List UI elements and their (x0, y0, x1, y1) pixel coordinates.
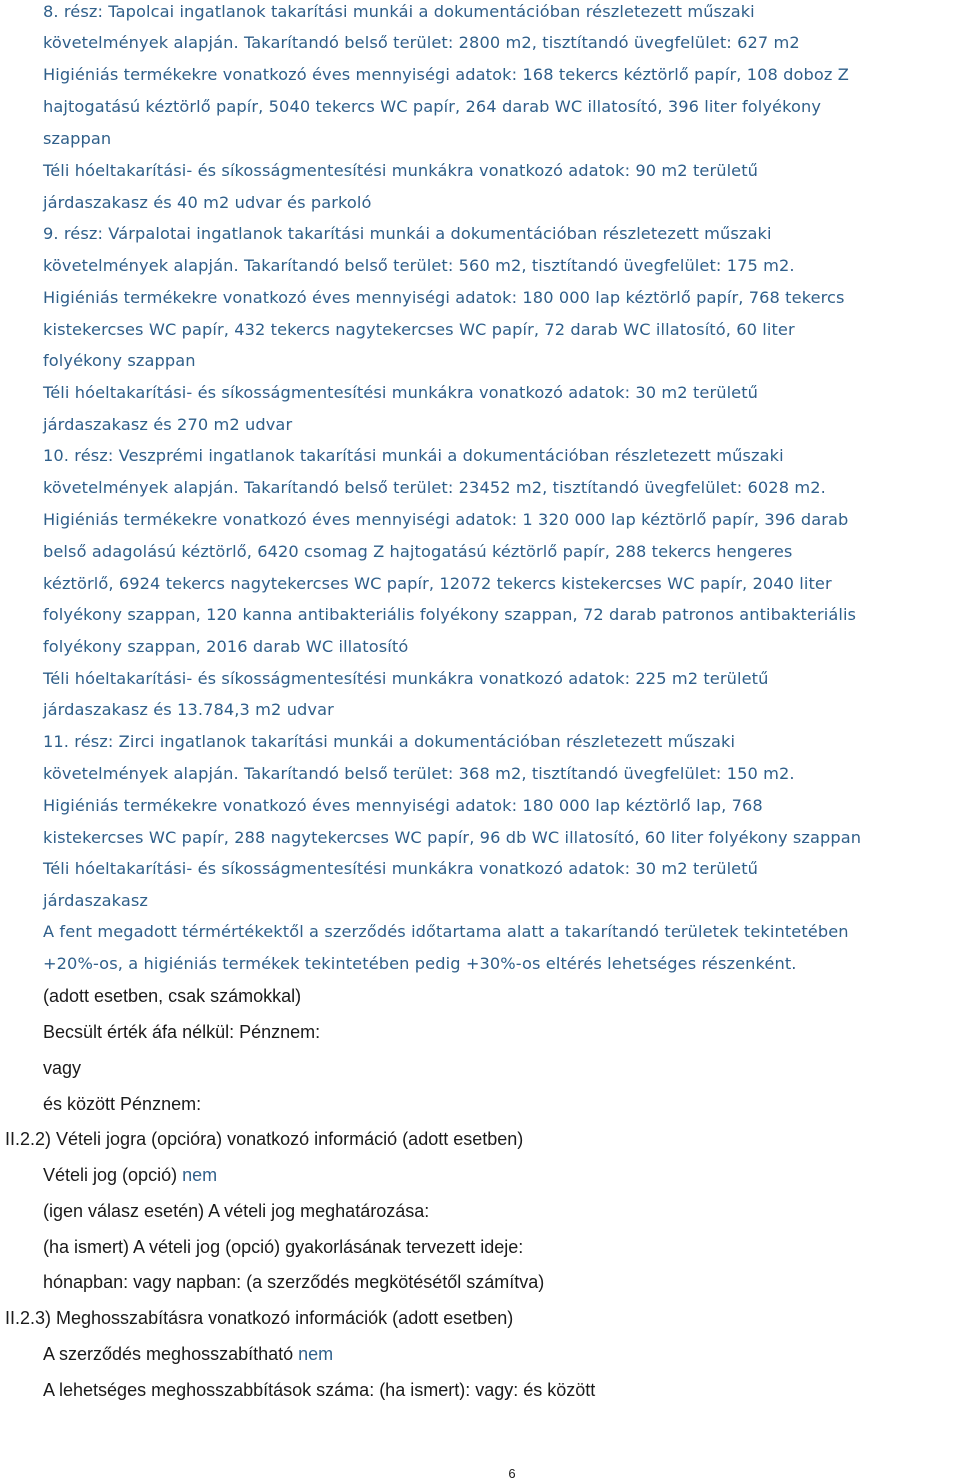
text-line: Téli hóeltakarítási- és síkosságmentesítési munkákra vonatkozó adatok: 30 m2 területű (43, 859, 759, 878)
text-line: folyékony szappan, 2016 darab WC illatosító (43, 637, 409, 656)
range-currency-label: és között Pénznem: (43, 1094, 202, 1114)
option-time-label: (ha ismert) A vételi jog (opció) gyakorlásának tervezett ideje: (43, 1237, 524, 1257)
months-days-label: hónapban: vagy napban: (a szerződés megkötésétől számítva) (43, 1272, 545, 1292)
text-line: Higiéniás termékekre vonatkozó éves mennyiségi adatok: 180 000 lap kéztörlő lap, 768 (43, 796, 763, 815)
or-label: vagy (43, 1058, 82, 1078)
text-line: követelmények alapján. Takarítandó belső terület: 2800 m2, tisztítandó üvegfelület: 627 m2 (43, 33, 800, 52)
text-line: Higiéniás termékekre vonatkozó éves mennyiségi adatok: 1 320 000 lap kéztörlő papír, 396 darab (43, 510, 849, 529)
text-line: 10. rész: Veszprémi ingatlanok takarítási munkái a dokumentációban részletezett műszaki (43, 446, 784, 465)
text-line: járdaszakasz és 270 m2 udvar (43, 415, 293, 434)
text-line: folyékony szappan (43, 351, 196, 370)
text-line: 8. rész: Tapolcai ingatlanok takarítási munkái a dokumentációban részletezett műszaki (43, 2, 755, 21)
text-line: járdaszakasz (43, 891, 148, 910)
renewal-value: nem (298, 1344, 334, 1364)
renewal-label: A szerződés meghosszabítható (43, 1344, 299, 1364)
text-line: kistekercses WC papír, 288 nagytekercses WC papír, 96 db WC illatosító, 60 liter folyékony szappan (43, 828, 862, 847)
note-numbers-only: (adott esetben, csak számokkal) (43, 986, 302, 1006)
text-line: követelmények alapján. Takarítandó belső terület: 368 m2, tisztítandó üvegfelület: 150 m2. (43, 764, 795, 783)
text-line: Higiéniás termékekre vonatkozó éves mennyiségi adatok: 180 000 lap kéztörlő papír, 768 tekercs (43, 288, 845, 307)
text-line: kistekercses WC papír, 432 tekercs nagytekercses WC papír, 72 darab WC illatosító, 60 liter (43, 320, 795, 339)
text-line: kéztörlő, 6924 tekercs nagytekercses WC papír, 12072 tekercs kistekercses WC papír, 2040 liter (43, 574, 832, 593)
section-heading-option: II.2.2) Vételi jogra (opcióra) vonatkozó információ (adott esetben) (5, 1129, 524, 1149)
text-line: A fent megadott térmértékektől a szerződés időtartama alatt a takarítandó területek tekintetében (43, 922, 849, 941)
text-line: Téli hóeltakarítási- és síkosságmentesítési munkákra vonatkozó adatok: 30 m2 területű (43, 383, 759, 402)
page-number: 6 (508, 1466, 516, 1481)
text-line: követelmények alapján. Takarítandó belső terület: 560 m2, tisztítandó üvegfelület: 175 m2. (43, 256, 795, 275)
text-line: hajtogatású kéztörlő papír, 5040 tekercs WC papír, 264 darab WC illatosító, 396 liter folyékony (43, 97, 822, 116)
text-line: +20%-os, a higiéniás termékek tekintetében pedig +30%-os eltérés lehetséges részenként. (43, 954, 797, 973)
option-value: nem (182, 1165, 218, 1185)
text-line: követelmények alapján. Takarítandó belső terület: 23452 m2, tisztítandó üvegfelület: 6028 m2. (43, 478, 826, 497)
text-line: Téli hóeltakarítási- és síkosságmentesítési munkákra vonatkozó adatok: 225 m2 területű (43, 669, 769, 688)
section-heading-renewal: II.2.3) Meghosszabításra vonatkozó információk (adott esetben) (5, 1308, 514, 1328)
text-line: belső adagolású kéztörlő, 6420 csomag Z hajtogatású kéztörlő papír, 288 tekercs hengeres (43, 542, 793, 561)
text-line: szappan (43, 129, 112, 148)
text-line: 11. rész: Zirci ingatlanok takarítási munkái a dokumentációban részletezett műszaki (43, 732, 736, 751)
renewal-count-label: A lehetséges meghosszabbítások száma: (ha ismert): vagy: és között (43, 1380, 596, 1400)
text-line: Téli hóeltakarítási- és síkosságmentesítési munkákra vonatkozó adatok: 90 m2 területű (43, 161, 759, 180)
text-line: Higiéniás termékekre vonatkozó éves mennyiségi adatok: 168 tekercs kéztörlő papír, 108 doboz Z (43, 65, 849, 84)
text-line: járdaszakasz és 13.784,3 m2 udvar (43, 700, 334, 719)
text-line: járdaszakasz és 40 m2 udvar és parkoló (43, 193, 372, 212)
text-line: folyékony szappan, 120 kanna antibakteriális folyékony szappan, 72 darab patronos antibakteriális (43, 605, 857, 624)
option-label: Vételi jog (opció) (43, 1165, 183, 1185)
renewal-row (43, 1344, 333, 1365)
option-row (43, 1165, 217, 1186)
text-line: 9. rész: Várpalotai ingatlanok takarítási munkái a dokumentációban részletezett műszaki (43, 224, 772, 243)
estimated-value-label: Becsült érték áfa nélkül: Pénznem: (43, 1022, 321, 1042)
option-definition-label: (igen válasz esetén) A vételi jog meghatározása: (43, 1201, 430, 1221)
